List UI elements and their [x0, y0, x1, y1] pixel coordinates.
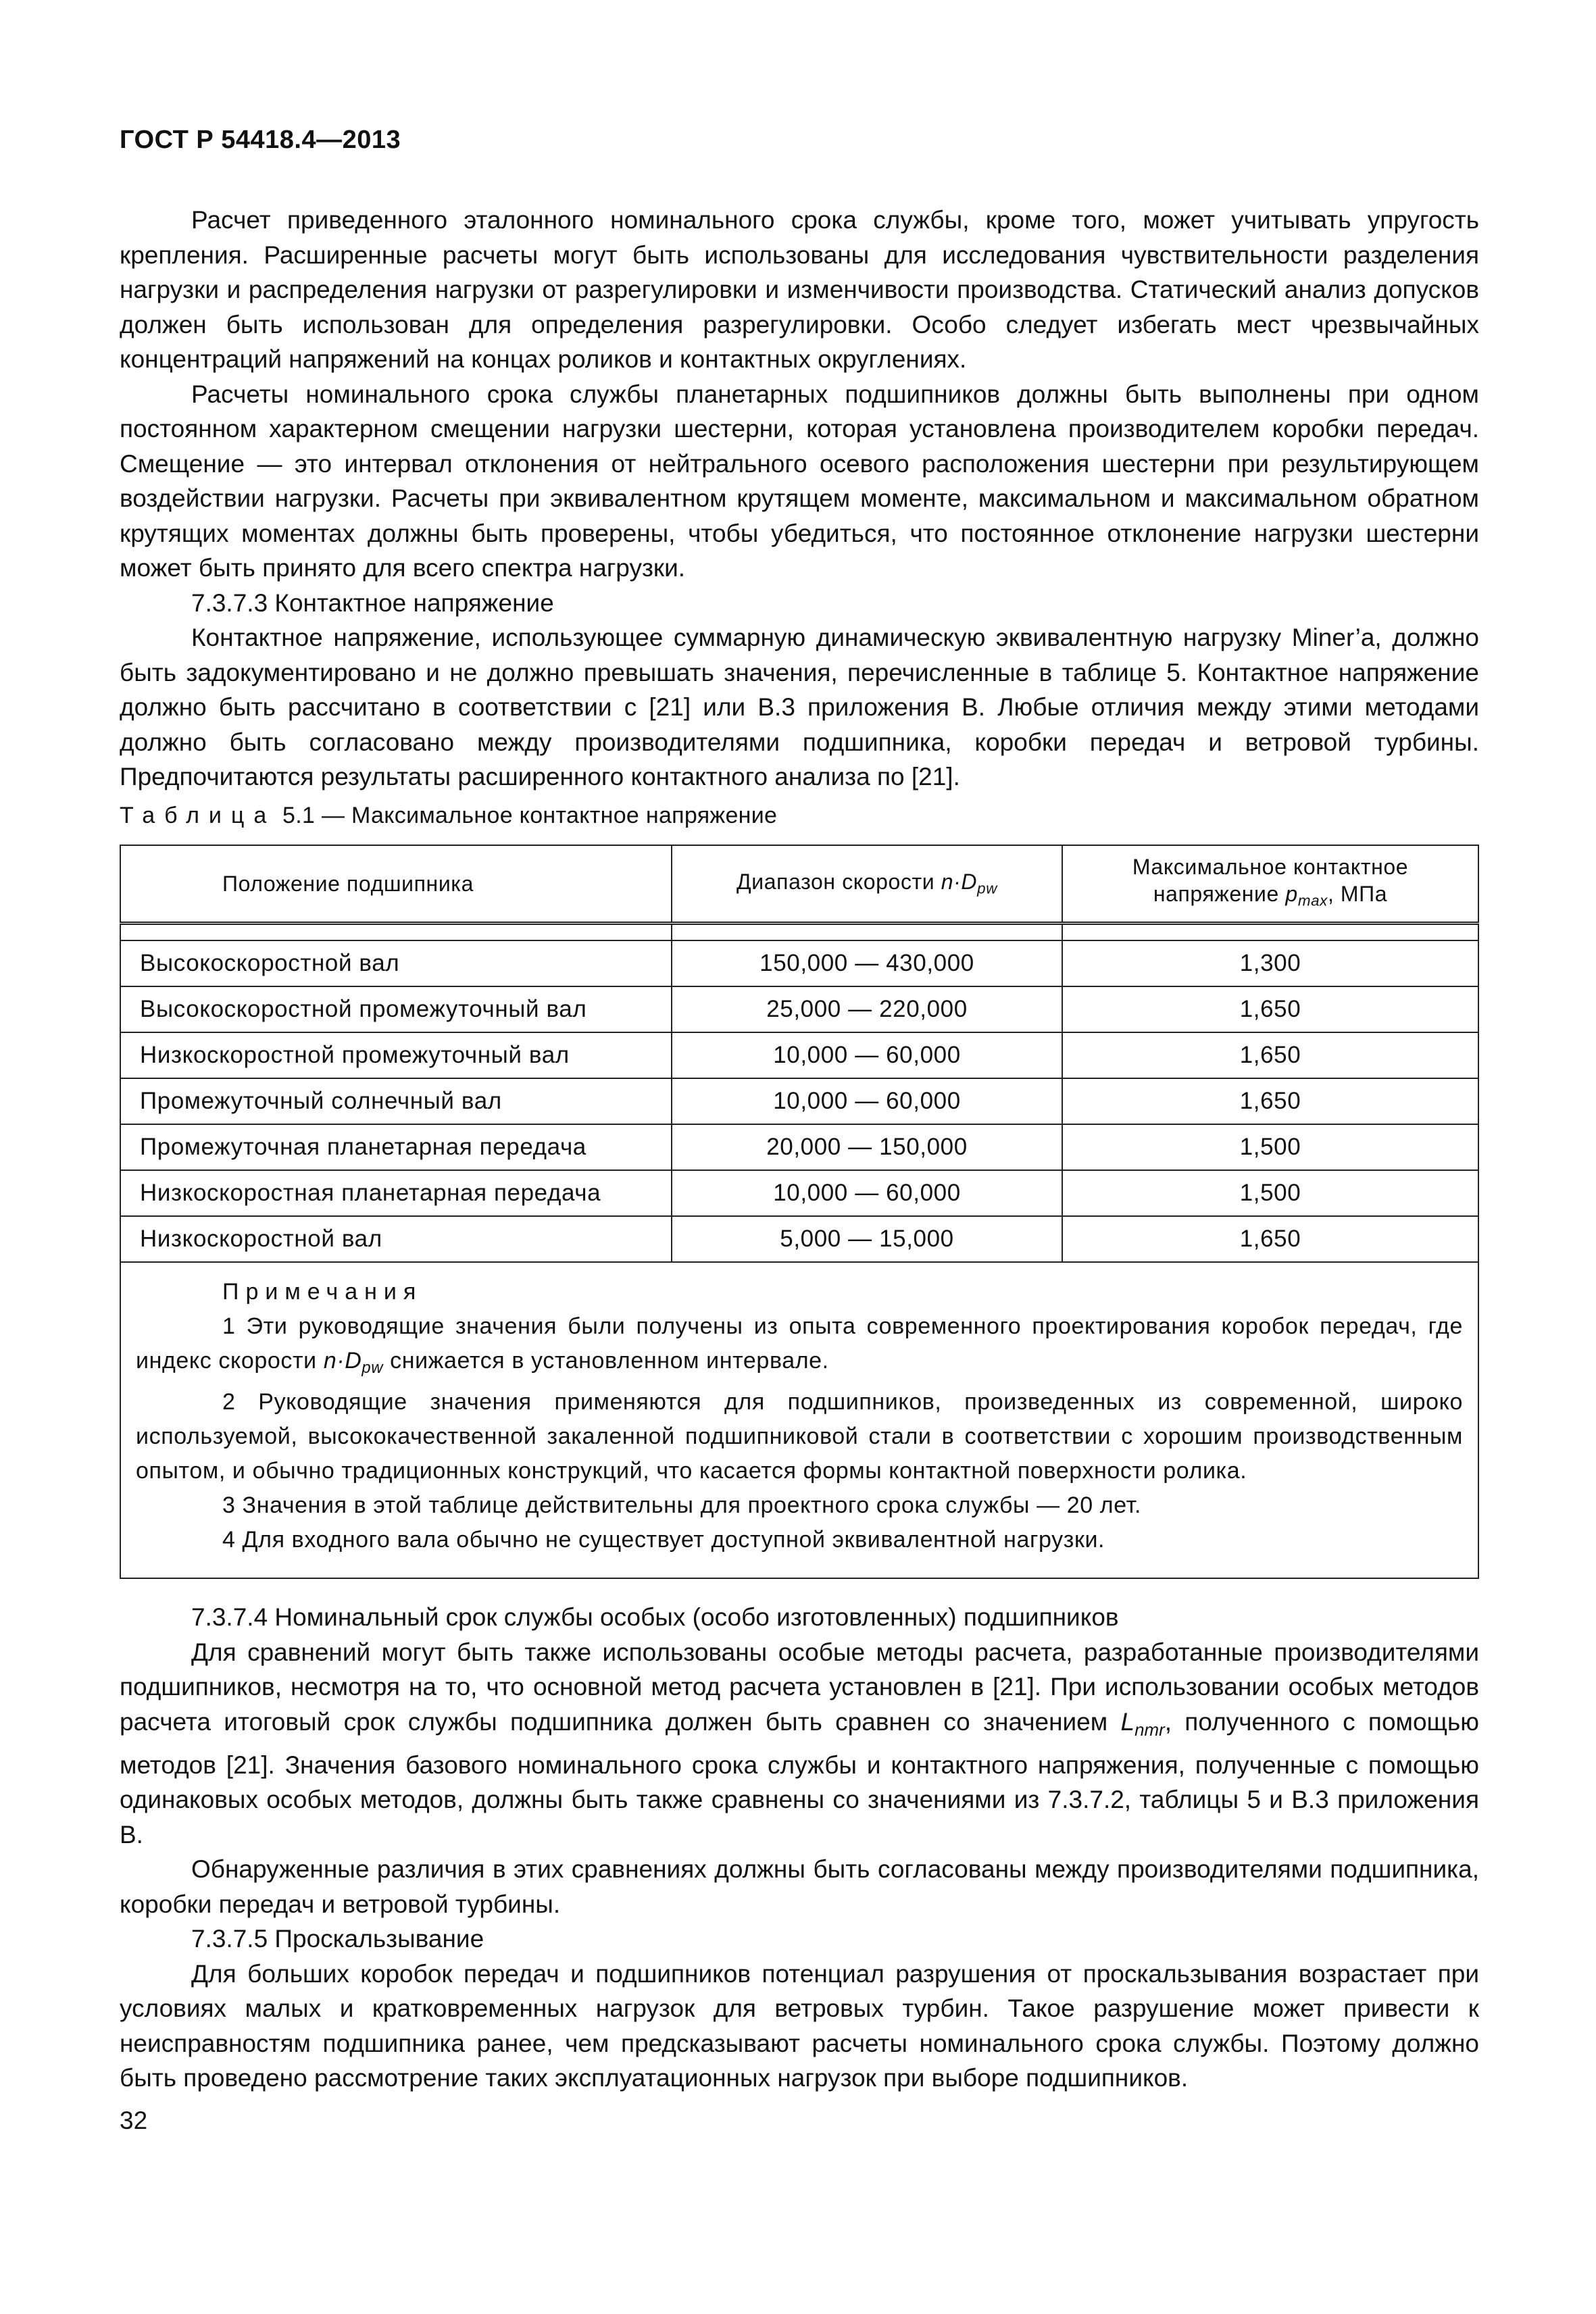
note-4: 4 Для входного вала обычно не существует доступной эквивалентной нагрузки. — [222, 1527, 1105, 1553]
intro-text — [120, 203, 1479, 795]
header-speed: Диапазон скорости $n\cdot D_{pw}$ — [672, 845, 1062, 924]
paragraph: Для сравнений могут быть также использованы особые методы расчета, разработанные производителями подшипников, несмотря на то, что основной метод расчета установлен в [21]. При использовании особых методов расчета итоговый срок службы подшипника должен быть сравнен со значением $L_{nmr}$, полученного с помощью методов [21]. Значения базового номинального срока службы и контактного напряжения, полученные с помощью одинаковых особых методов, должны быть также сравнены со значениями из 7.3.7.2, таблицы 5 и В.3 приложения В. — [120, 1638, 1480, 1848]
table-row: Высокоскоростной промежуточный вал 25,000 — 220,000 1,650 — [120, 986, 1478, 1032]
section-heading-7-3-7-3: 7.3.7.3 Контактное напряжение — [191, 588, 554, 617]
table-notes-row — [120, 1262, 1478, 1578]
lower-text — [120, 1600, 1479, 2096]
table-row: Промежуточный солнечный вал 10,000 — 60,000 1,650 — [120, 1078, 1478, 1124]
note-1: 1 Эти руководящие значения были получены из опыта современного проектирования коробок передач, где индекс скорости $n\cdot D_{pw}$ снижается в установленном интервале. — [136, 1313, 1463, 1378]
table-row: Низкоскоростной вал 5,000 — 15,000 1,650 — [120, 1216, 1478, 1262]
section-heading-7-3-7-4: 7.3.7.4 Номинальный срок службы особых (особо изготовленных) подшипников — [191, 1603, 1119, 1631]
paragraph: Обнаруженные различия в этих сравнениях должны быть согласованы между производителями подшипника, коробки передач и ветровой турбины. — [120, 1855, 1479, 1918]
note-2: 2 Руководящие значения применяются для подшипников, произведенных из современной, широко используемой, высококачественной закаленной подшипниковой стали в соответствии с хорошим производственным опытом, и обычно традиционных конструкций, что касается формы контактной поверхности ролика. — [136, 1389, 1463, 1484]
table-row: Низкоскоростная планетарная передача 10,000 — 60,000 1,500 — [120, 1170, 1478, 1216]
notes-title: Примечания — [222, 1279, 423, 1305]
contact-stress-table — [120, 845, 1479, 1579]
header-position: Положение подшипника — [120, 845, 672, 924]
document-header: ГОСТ Р 54418.4—2013 — [120, 126, 401, 154]
table-notes — [121, 1263, 1478, 1578]
table-caption: Таблица 5.1 — Максимальное контактное напряжение — [120, 803, 778, 828]
paragraph: Расчет приведенного эталонного номинального срока службы, кроме того, может учитывать упругость крепления. Расширенные расчеты могут быть использованы для исследования чувствительности разделения нагрузки и распределения нагрузки от разрегулировки и изменчивости производства. Статический анализ допусков должен быть использован для определения разрегулировки. Особо следует избегать мест чрезвычайных концентраций напряжений на концах роликов и контактных округлениях. — [120, 206, 1479, 373]
table-row: Высокоскоростной вал 150,000 — 430,000 1,300 — [120, 940, 1478, 986]
paragraph: Контактное напряжение, использующее суммарную динамическую эквивалентную нагрузку Miner’a, должно быть задокументировано и не должно превышать значения, перечисленные в таблице 5. Контактное напряжение должно быть рассчитано в соответствии с [21] или В.3 приложения В. Любые отличия между этими методами должно быть согласовано между производителями подшипника, коробки передач и ветровой турбины. Предпочитаются результаты расширенного контактного анализа по [21]. — [120, 624, 1479, 790]
paragraph: Для больших коробок передач и подшипников потенциал разрушения от проскальзывания возрастает при условиях малых и кратковременных нагрузок для ветровых турбин. Такое разрушение может привести к неисправностям подшипника ранее, чем предсказывают расчеты номинального срока службы. Поэтому должно быть проведено рассмотрение таких эксплуатационных нагрузок при выборе подшипников. — [120, 1959, 1479, 2092]
note-3: 3 Значения в этой таблице действительны для проектного срока службы — 20 лет. — [222, 1492, 1142, 1519]
table-row: Низкоскоростной промежуточный вал 10,000 — 60,000 1,650 — [120, 1032, 1478, 1078]
page-number: 32 — [120, 2107, 148, 2134]
header-stress: Максимальное контактное напряжение $p_{max}$, МПа — [1062, 845, 1478, 924]
table-row: Промежуточная планетарная передача 20,000 — 150,000 1,500 — [120, 1124, 1478, 1170]
paragraph: Расчеты номинального срока службы планетарных подшипников должны быть выполнены при одном постоянном характерном смещении нагрузки шестерни, которая установлена производителем коробки передач. Смещение — это интервал отклонения от нейтрального осевого расположения шестерни при результирующем воздействии нагрузки. Расчеты при эквивалентном крутящем моменте, максимальном и максимальном обратном крутящих моментах должны быть проверены, чтобы убедиться, что постоянное отклонение нагрузки шестерни может быть принято для всего спектра нагрузки. — [120, 380, 1479, 582]
section-heading-7-3-7-5: 7.3.7.5 Проскальзывание — [191, 1925, 484, 1953]
